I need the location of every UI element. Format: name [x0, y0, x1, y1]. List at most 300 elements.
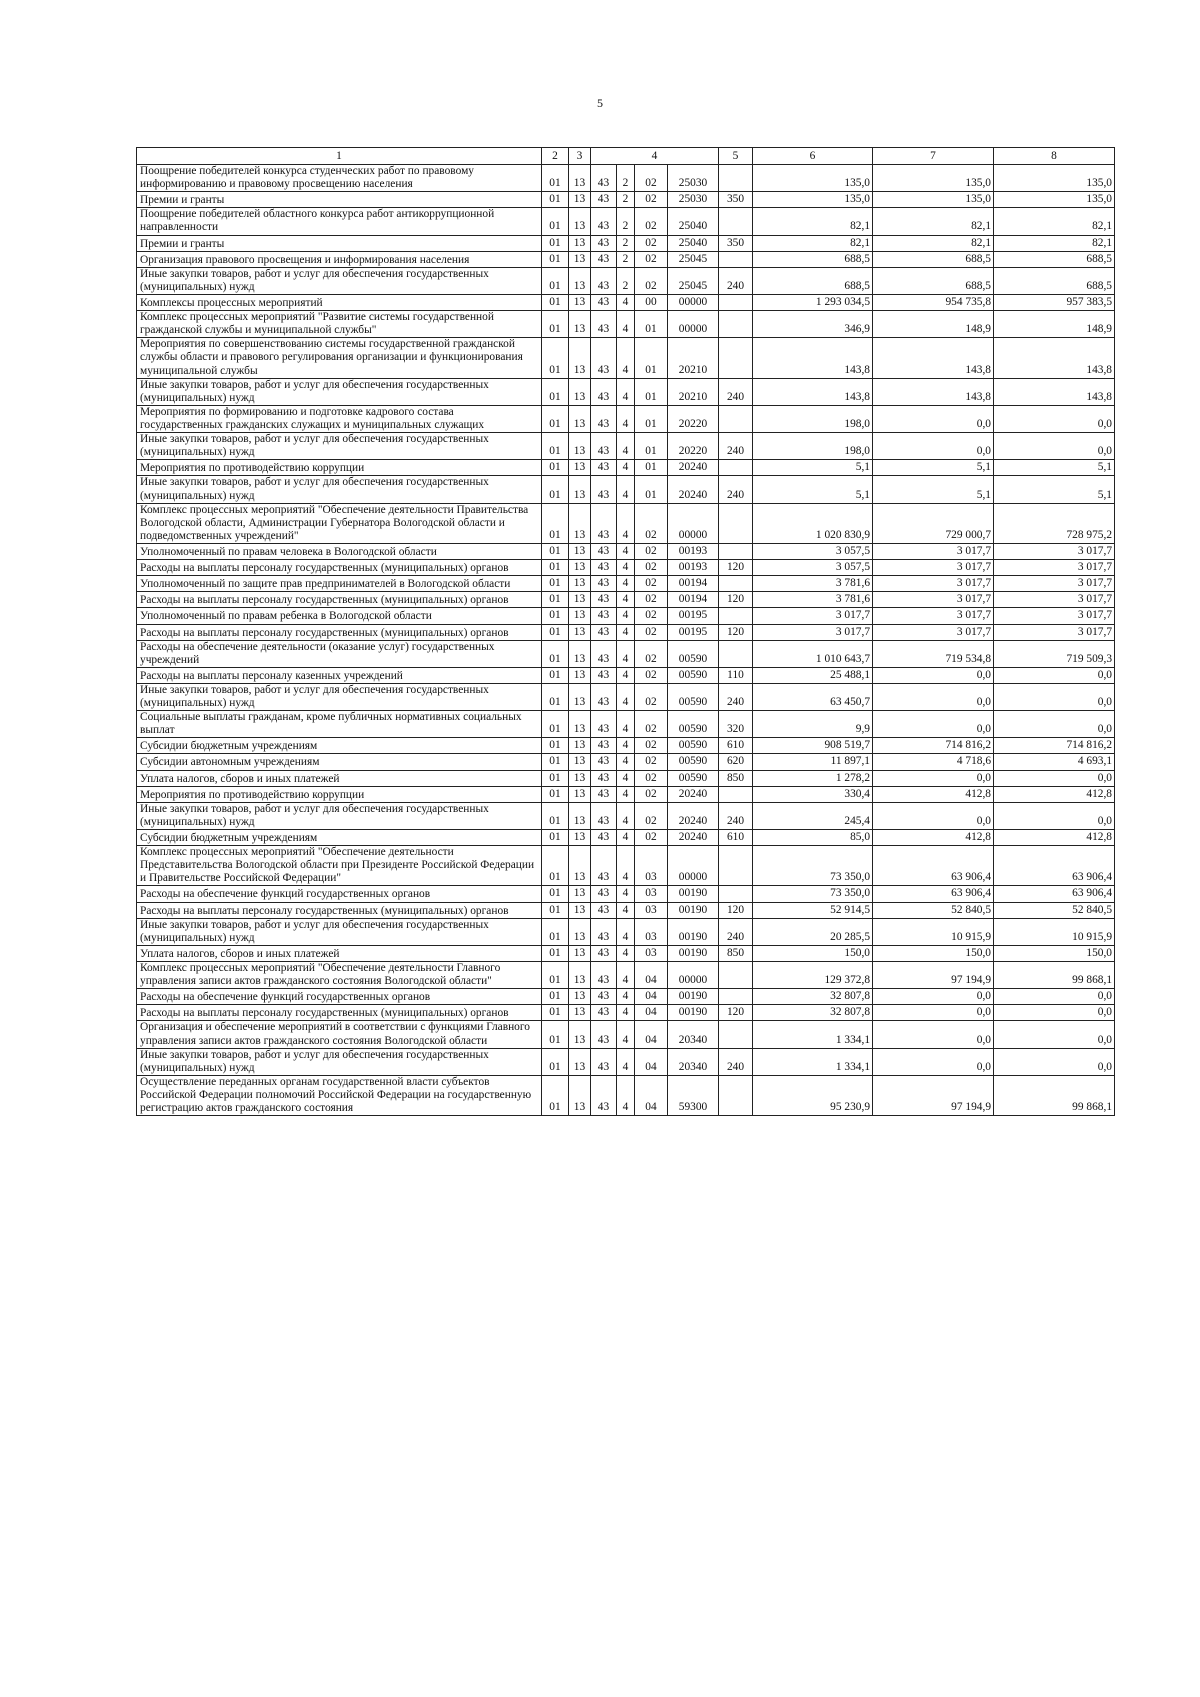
row-amount-year-3: 143,8: [994, 338, 1115, 378]
row-section-code: 01: [542, 640, 569, 667]
table-row: [137, 460, 1115, 476]
row-amount-year-2: 82,1: [873, 235, 994, 251]
row-subsection-code: 13: [569, 476, 591, 503]
row-name: Расходы на выплаты персоналу казенных учреждений: [137, 667, 542, 683]
row-name: Поощрение победителей областного конкурса работ антикоррупционной направленности: [137, 208, 542, 235]
table-row: [137, 192, 1115, 208]
row-amount-year-3: 0,0: [994, 405, 1115, 432]
table-row: [137, 738, 1115, 754]
row-target-code-direction: 25040: [668, 208, 719, 235]
row-expense-type: 850: [719, 945, 753, 961]
row-target-code-type: 4: [617, 1021, 635, 1048]
row-amount-year-1: 346,9: [753, 311, 873, 338]
row-amount-year-3: 719 509,3: [994, 640, 1115, 667]
row-target-code-structure: 04: [635, 1075, 668, 1115]
row-amount-year-1: 73 350,0: [753, 886, 873, 902]
row-expense-type: 120: [719, 624, 753, 640]
page-number: 5: [597, 96, 603, 110]
row-amount-year-3: 728 975,2: [994, 503, 1115, 543]
row-amount-year-1: 688,5: [753, 251, 873, 267]
row-section-code: 01: [542, 476, 569, 503]
row-target-code-program: 43: [591, 433, 617, 460]
row-amount-year-3: 5,1: [994, 476, 1115, 503]
header-col-3: 3: [569, 148, 591, 165]
row-expense-type: 320: [719, 711, 753, 738]
row-target-code-program: 43: [591, 1075, 617, 1115]
row-amount-year-3: 0,0: [994, 1005, 1115, 1021]
table-row: [137, 830, 1115, 846]
row-target-code-structure: 04: [635, 989, 668, 1005]
row-target-code-type: 2: [617, 165, 635, 192]
row-subsection-code: 13: [569, 165, 591, 192]
row-name: Иные закупки товаров, работ и услуг для обеспечения государственных (муниципальных) нужд: [137, 267, 542, 294]
row-target-code-structure: 02: [635, 786, 668, 802]
row-amount-year-3: 99 868,1: [994, 1075, 1115, 1115]
row-section-code: 01: [542, 433, 569, 460]
row-target-code-type: 4: [617, 338, 635, 378]
row-amount-year-3: 3 017,7: [994, 576, 1115, 592]
table-row: [137, 267, 1115, 294]
row-amount-year-1: 198,0: [753, 433, 873, 460]
row-target-code-direction: 20240: [668, 830, 719, 846]
row-name: Расходы на выплаты персоналу государственных (муниципальных) органов: [137, 592, 542, 608]
row-subsection-code: 13: [569, 592, 591, 608]
row-amount-year-3: 82,1: [994, 208, 1115, 235]
row-amount-year-2: 5,1: [873, 476, 994, 503]
row-target-code-structure: 02: [635, 165, 668, 192]
row-target-code-structure: 02: [635, 667, 668, 683]
row-section-code: 01: [542, 945, 569, 961]
row-section-code: 01: [542, 543, 569, 559]
row-amount-year-2: 0,0: [873, 711, 994, 738]
row-subsection-code: 13: [569, 918, 591, 945]
row-amount-year-3: 4 693,1: [994, 754, 1115, 770]
row-section-code: 01: [542, 770, 569, 786]
row-section-code: 01: [542, 989, 569, 1005]
row-name: Комплекс процессных мероприятий "Развитие системы государственной гражданской службы и муниципальной службы": [137, 311, 542, 338]
row-expense-type: [719, 989, 753, 1005]
row-amount-year-3: 52 840,5: [994, 902, 1115, 918]
table-row: [137, 683, 1115, 710]
row-target-code-direction: 20220: [668, 405, 719, 432]
table-row: [137, 1005, 1115, 1021]
row-section-code: 01: [542, 1048, 569, 1075]
row-section-code: 01: [542, 902, 569, 918]
row-target-code-type: 4: [617, 405, 635, 432]
row-target-code-structure: 02: [635, 192, 668, 208]
row-section-code: 01: [542, 1005, 569, 1021]
row-target-code-program: 43: [591, 251, 617, 267]
row-amount-year-3: 412,8: [994, 830, 1115, 846]
row-name: Иные закупки товаров, работ и услуг для обеспечения государственных (муниципальных) нужд: [137, 1048, 542, 1075]
row-target-code-type: 4: [617, 608, 635, 624]
row-subsection-code: 13: [569, 405, 591, 432]
row-amount-year-2: 0,0: [873, 1021, 994, 1048]
row-amount-year-3: 957 383,5: [994, 294, 1115, 310]
row-section-code: 01: [542, 338, 569, 378]
row-target-code-structure: 02: [635, 830, 668, 846]
row-target-code-direction: 00190: [668, 945, 719, 961]
row-target-code-structure: 02: [635, 267, 668, 294]
table-row: [137, 378, 1115, 405]
row-amount-year-2: 63 906,4: [873, 886, 994, 902]
row-target-code-program: 43: [591, 711, 617, 738]
row-section-code: 01: [542, 294, 569, 310]
row-target-code-direction: 25030: [668, 192, 719, 208]
row-target-code-program: 43: [591, 786, 617, 802]
row-target-code-type: 4: [617, 802, 635, 829]
row-amount-year-1: 85,0: [753, 830, 873, 846]
row-target-code-structure: 04: [635, 1005, 668, 1021]
row-section-code: 01: [542, 738, 569, 754]
row-target-code-structure: 02: [635, 503, 668, 543]
row-target-code-type: 2: [617, 192, 635, 208]
row-amount-year-2: 714 816,2: [873, 738, 994, 754]
table-row: [137, 503, 1115, 543]
row-target-code-direction: 00193: [668, 560, 719, 576]
row-target-code-structure: 00: [635, 294, 668, 310]
row-amount-year-1: 3 781,6: [753, 576, 873, 592]
row-subsection-code: 13: [569, 683, 591, 710]
row-name: Премии и гранты: [137, 235, 542, 251]
row-amount-year-2: 82,1: [873, 208, 994, 235]
row-amount-year-3: 5,1: [994, 460, 1115, 476]
row-subsection-code: 13: [569, 543, 591, 559]
row-target-code-structure: 03: [635, 902, 668, 918]
row-amount-year-2: 135,0: [873, 165, 994, 192]
row-target-code-direction: 20210: [668, 378, 719, 405]
row-amount-year-3: 412,8: [994, 786, 1115, 802]
row-name: Расходы на обеспечение функций государственных органов: [137, 989, 542, 1005]
row-amount-year-2: 688,5: [873, 267, 994, 294]
row-expense-type: [719, 460, 753, 476]
row-target-code-structure: 04: [635, 1021, 668, 1048]
row-target-code-structure: 02: [635, 683, 668, 710]
row-amount-year-1: 11 897,1: [753, 754, 873, 770]
row-section-code: 01: [542, 235, 569, 251]
row-amount-year-1: 1 278,2: [753, 770, 873, 786]
row-amount-year-3: 0,0: [994, 433, 1115, 460]
row-target-code-program: 43: [591, 1048, 617, 1075]
row-amount-year-2: 0,0: [873, 667, 994, 683]
row-section-code: 01: [542, 1075, 569, 1115]
row-target-code-direction: 25030: [668, 165, 719, 192]
table-row: [137, 640, 1115, 667]
row-target-code-structure: 02: [635, 624, 668, 640]
row-target-code-direction: 00190: [668, 918, 719, 945]
row-name: Иные закупки товаров, работ и услуг для обеспечения государственных (муниципальных) нужд: [137, 918, 542, 945]
row-target-code-structure: 04: [635, 1048, 668, 1075]
row-section-code: 01: [542, 886, 569, 902]
row-target-code-type: 4: [617, 503, 635, 543]
row-subsection-code: 13: [569, 208, 591, 235]
row-amount-year-2: 412,8: [873, 830, 994, 846]
row-target-code-structure: 01: [635, 476, 668, 503]
row-target-code-program: 43: [591, 338, 617, 378]
row-amount-year-1: 3 781,6: [753, 592, 873, 608]
row-amount-year-2: 3 017,7: [873, 543, 994, 559]
row-expense-type: 120: [719, 592, 753, 608]
row-expense-type: 850: [719, 770, 753, 786]
row-target-code-program: 43: [591, 476, 617, 503]
row-target-code-program: 43: [591, 267, 617, 294]
header-col-5: 5: [719, 148, 753, 165]
table-row: [137, 1021, 1115, 1048]
row-target-code-type: 4: [617, 476, 635, 503]
row-amount-year-3: 0,0: [994, 1021, 1115, 1048]
row-amount-year-3: 10 915,9: [994, 918, 1115, 945]
row-amount-year-1: 1 334,1: [753, 1048, 873, 1075]
row-target-code-type: 2: [617, 251, 635, 267]
row-target-code-type: 4: [617, 433, 635, 460]
row-target-code-direction: 00195: [668, 608, 719, 624]
row-amount-year-2: 0,0: [873, 802, 994, 829]
row-expense-type: 120: [719, 560, 753, 576]
row-target-code-program: 43: [591, 830, 617, 846]
row-section-code: 01: [542, 667, 569, 683]
row-target-code-type: 4: [617, 576, 635, 592]
table-row: [137, 754, 1115, 770]
row-target-code-program: 43: [591, 962, 617, 989]
row-target-code-direction: 00590: [668, 667, 719, 683]
row-subsection-code: 13: [569, 738, 591, 754]
row-target-code-program: 43: [591, 460, 617, 476]
row-amount-year-1: 1 020 830,9: [753, 503, 873, 543]
row-amount-year-1: 1 010 643,7: [753, 640, 873, 667]
row-expense-type: [719, 786, 753, 802]
row-amount-year-2: 719 534,8: [873, 640, 994, 667]
row-section-code: 01: [542, 786, 569, 802]
row-target-code-direction: 00590: [668, 711, 719, 738]
table-row: [137, 846, 1115, 886]
row-subsection-code: 13: [569, 608, 591, 624]
table-row: [137, 592, 1115, 608]
row-subsection-code: 13: [569, 945, 591, 961]
header-col-4: 4: [591, 148, 719, 165]
row-target-code-direction: 00194: [668, 576, 719, 592]
row-amount-year-1: 73 350,0: [753, 846, 873, 886]
table-row: [137, 294, 1115, 310]
row-amount-year-1: 95 230,9: [753, 1075, 873, 1115]
row-subsection-code: 13: [569, 560, 591, 576]
row-expense-type: [719, 608, 753, 624]
row-target-code-structure: 02: [635, 251, 668, 267]
row-target-code-program: 43: [591, 311, 617, 338]
row-amount-year-1: 143,8: [753, 378, 873, 405]
row-target-code-direction: 00590: [668, 770, 719, 786]
row-target-code-structure: 01: [635, 405, 668, 432]
row-subsection-code: 13: [569, 754, 591, 770]
table-row: [137, 1048, 1115, 1075]
row-target-code-structure: 03: [635, 846, 668, 886]
row-expense-type: 240: [719, 433, 753, 460]
row-subsection-code: 13: [569, 989, 591, 1005]
row-expense-type: 350: [719, 192, 753, 208]
row-target-code-direction: 20340: [668, 1021, 719, 1048]
row-target-code-structure: 02: [635, 576, 668, 592]
row-section-code: 01: [542, 251, 569, 267]
row-section-code: 01: [542, 311, 569, 338]
row-target-code-program: 43: [591, 608, 617, 624]
row-target-code-direction: 00590: [668, 683, 719, 710]
row-amount-year-3: 135,0: [994, 165, 1115, 192]
row-section-code: 01: [542, 711, 569, 738]
row-target-code-type: 4: [617, 770, 635, 786]
row-section-code: 01: [542, 576, 569, 592]
row-subsection-code: 13: [569, 235, 591, 251]
row-expense-type: [719, 1021, 753, 1048]
row-section-code: 01: [542, 918, 569, 945]
row-target-code-direction: 25045: [668, 251, 719, 267]
row-target-code-program: 43: [591, 235, 617, 251]
row-expense-type: 610: [719, 830, 753, 846]
row-amount-year-3: 688,5: [994, 251, 1115, 267]
row-amount-year-2: 135,0: [873, 192, 994, 208]
row-subsection-code: 13: [569, 1075, 591, 1115]
row-amount-year-1: 143,8: [753, 338, 873, 378]
table-row: [137, 945, 1115, 961]
row-target-code-direction: 00000: [668, 962, 719, 989]
row-amount-year-3: 0,0: [994, 802, 1115, 829]
row-amount-year-1: 5,1: [753, 460, 873, 476]
row-amount-year-3: 148,9: [994, 311, 1115, 338]
row-subsection-code: 13: [569, 311, 591, 338]
budget-table: [136, 147, 1115, 1116]
row-target-code-direction: 00590: [668, 754, 719, 770]
row-amount-year-1: 20 285,5: [753, 918, 873, 945]
row-target-code-program: 43: [591, 192, 617, 208]
row-target-code-program: 43: [591, 902, 617, 918]
row-expense-type: [719, 405, 753, 432]
row-section-code: 01: [542, 267, 569, 294]
row-target-code-type: 4: [617, 667, 635, 683]
row-target-code-program: 43: [591, 770, 617, 786]
row-target-code-direction: 00000: [668, 294, 719, 310]
row-amount-year-3: 0,0: [994, 989, 1115, 1005]
row-amount-year-3: 63 906,4: [994, 886, 1115, 902]
row-expense-type: 240: [719, 802, 753, 829]
row-amount-year-2: 5,1: [873, 460, 994, 476]
row-amount-year-1: 32 807,8: [753, 1005, 873, 1021]
row-amount-year-2: 97 194,9: [873, 1075, 994, 1115]
table-row: [137, 543, 1115, 559]
row-target-code-structure: 01: [635, 378, 668, 405]
row-target-code-type: 4: [617, 711, 635, 738]
row-target-code-type: 4: [617, 1048, 635, 1075]
row-amount-year-2: 150,0: [873, 945, 994, 961]
header-col-2: 2: [542, 148, 569, 165]
table-body: [137, 165, 1115, 1116]
row-subsection-code: 13: [569, 503, 591, 543]
row-expense-type: 350: [719, 235, 753, 251]
row-target-code-type: 4: [617, 683, 635, 710]
row-target-code-structure: 02: [635, 802, 668, 829]
row-amount-year-1: 245,4: [753, 802, 873, 829]
row-name: Расходы на выплаты персоналу государственных (муниципальных) органов: [137, 1005, 542, 1021]
row-target-code-program: 43: [591, 378, 617, 405]
row-name: Субсидии автономным учреждениям: [137, 754, 542, 770]
row-target-code-direction: 25040: [668, 235, 719, 251]
table-row: [137, 560, 1115, 576]
row-section-code: 01: [542, 165, 569, 192]
row-amount-year-2: 729 000,7: [873, 503, 994, 543]
row-name: Уплата налогов, сборов и иных платежей: [137, 770, 542, 786]
row-target-code-structure: 01: [635, 433, 668, 460]
row-amount-year-3: 63 906,4: [994, 846, 1115, 886]
row-target-code-direction: 00590: [668, 640, 719, 667]
row-name: Социальные выплаты гражданам, кроме публичных нормативных социальных выплат: [137, 711, 542, 738]
row-target-code-program: 43: [591, 294, 617, 310]
row-section-code: 01: [542, 754, 569, 770]
row-target-code-direction: 00000: [668, 311, 719, 338]
row-target-code-program: 43: [591, 886, 617, 902]
header-col-6: 6: [753, 148, 873, 165]
row-target-code-type: 4: [617, 294, 635, 310]
row-amount-year-2: 0,0: [873, 683, 994, 710]
row-target-code-structure: 01: [635, 338, 668, 378]
row-subsection-code: 13: [569, 846, 591, 886]
row-name: Комплексы процессных мероприятий: [137, 294, 542, 310]
row-amount-year-2: 0,0: [873, 1048, 994, 1075]
table-row: [137, 433, 1115, 460]
row-subsection-code: 13: [569, 624, 591, 640]
row-target-code-direction: 25045: [668, 267, 719, 294]
row-amount-year-3: 99 868,1: [994, 962, 1115, 989]
row-name: Комплекс процессных мероприятий "Обеспечение деятельности Представительства Вологодской области при Президенте Российской Федерации и Правительстве Российской Федерации": [137, 846, 542, 886]
row-name: Расходы на выплаты персоналу государственных (муниципальных) органов: [137, 624, 542, 640]
row-name: Расходы на выплаты персоналу государственных (муниципальных) органов: [137, 560, 542, 576]
row-target-code-type: 4: [617, 962, 635, 989]
row-subsection-code: 13: [569, 886, 591, 902]
row-amount-year-1: 150,0: [753, 945, 873, 961]
row-subsection-code: 13: [569, 433, 591, 460]
row-section-code: 01: [542, 830, 569, 846]
row-target-code-direction: 20240: [668, 460, 719, 476]
row-amount-year-3: 3 017,7: [994, 560, 1115, 576]
row-name: Организация правового просвещения и информирования населения: [137, 251, 542, 267]
row-expense-type: 240: [719, 1048, 753, 1075]
row-target-code-structure: 03: [635, 945, 668, 961]
row-name: Субсидии бюджетным учреждениям: [137, 738, 542, 754]
row-subsection-code: 13: [569, 830, 591, 846]
row-target-code-direction: 00195: [668, 624, 719, 640]
row-target-code-program: 43: [591, 624, 617, 640]
row-target-code-structure: 03: [635, 886, 668, 902]
row-target-code-type: 4: [617, 640, 635, 667]
row-expense-type: 610: [719, 738, 753, 754]
row-amount-year-3: 3 017,7: [994, 608, 1115, 624]
row-amount-year-1: 63 450,7: [753, 683, 873, 710]
row-name: Иные закупки товаров, работ и услуг для обеспечения государственных (муниципальных) нужд: [137, 683, 542, 710]
row-amount-year-2: 3 017,7: [873, 592, 994, 608]
row-section-code: 01: [542, 460, 569, 476]
row-amount-year-3: 3 017,7: [994, 543, 1115, 559]
row-amount-year-1: 3 017,7: [753, 624, 873, 640]
row-name: Уполномоченный по правам человека в Вологодской области: [137, 543, 542, 559]
row-amount-year-1: 3 057,5: [753, 560, 873, 576]
row-amount-year-3: 688,5: [994, 267, 1115, 294]
row-subsection-code: 13: [569, 1005, 591, 1021]
row-subsection-code: 13: [569, 962, 591, 989]
row-amount-year-3: 135,0: [994, 192, 1115, 208]
row-name: Премии и гранты: [137, 192, 542, 208]
row-amount-year-3: 150,0: [994, 945, 1115, 961]
row-target-code-direction: 00590: [668, 738, 719, 754]
row-expense-type: 620: [719, 754, 753, 770]
table-row: [137, 918, 1115, 945]
table-row: [137, 802, 1115, 829]
row-amount-year-1: 908 519,7: [753, 738, 873, 754]
